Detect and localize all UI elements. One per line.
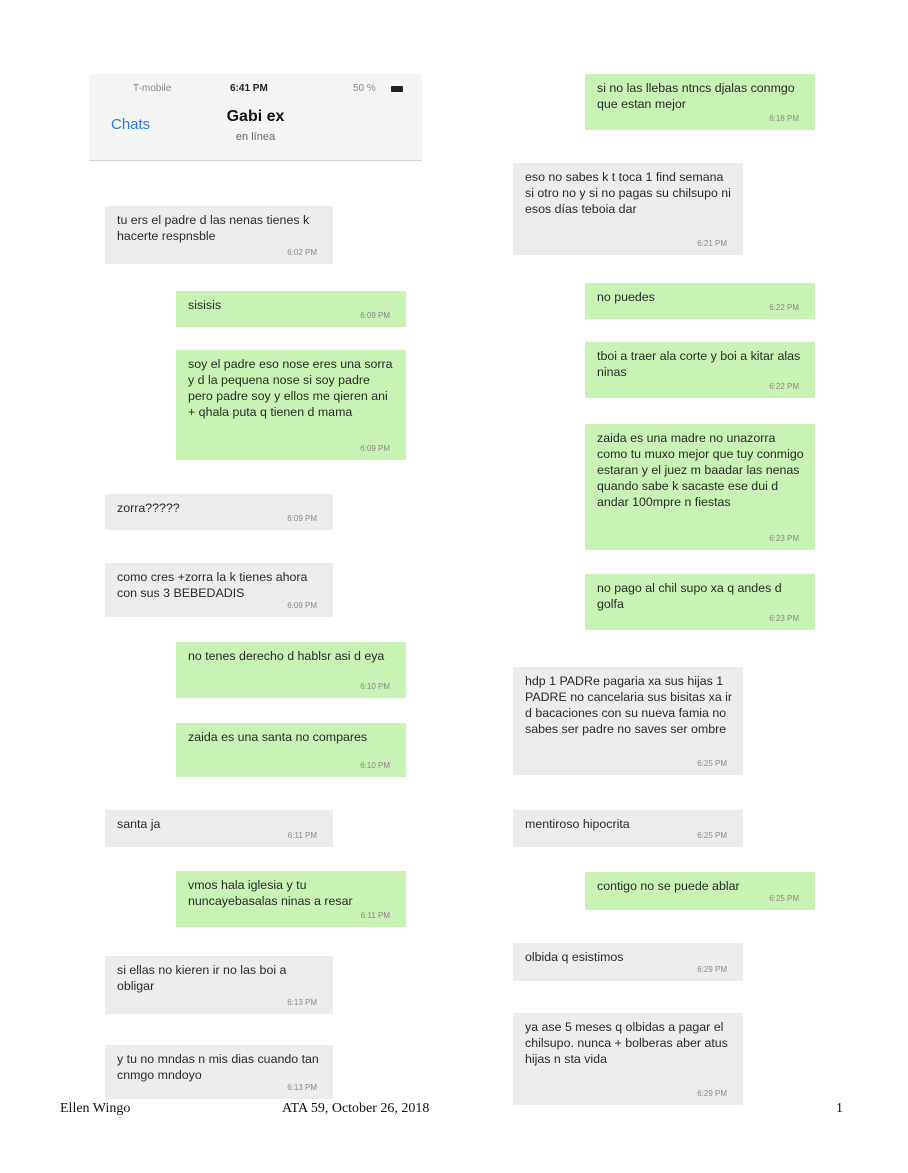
message-bubble-outgoing[interactable] [176, 291, 406, 327]
message-bubble-incoming[interactable] [105, 494, 333, 530]
footer-author: Ellen Wingo [60, 1101, 131, 1116]
message-bubble-incoming[interactable] [513, 810, 743, 847]
message-text: zaida es una santa no compares [188, 730, 368, 744]
message-bubble-incoming[interactable] [105, 206, 333, 264]
chat-header [89, 74, 422, 161]
message-time: 6:02 PM [287, 248, 317, 257]
message-text: si no las llebas ntncs djalas conmgo que estan mejor [597, 81, 795, 111]
message-text: tu ers el padre d las nenas tienes k hacerte respnsble [117, 213, 310, 243]
message-time: 6:18 PM [769, 114, 799, 123]
message-bubble-outgoing[interactable] [585, 574, 815, 630]
message-text: zaida es una madre no unazorra como tu muxo mejor que tuy conmigo estaran y el juez m baadar las nenas quando sabe k sacaste ese dui d andar 100mpre n fiestas [597, 431, 804, 509]
message-text: tboi a traer ala corte y boi a kitar alas ninas [597, 349, 801, 379]
message-time: 6:23 PM [769, 614, 799, 623]
message-bubble-incoming[interactable] [513, 163, 743, 255]
message-bubble-incoming[interactable] [513, 667, 743, 775]
message-bubble-outgoing[interactable] [176, 350, 406, 460]
message-time: 6:13 PM [287, 1083, 317, 1092]
message-time: 6:09 PM [287, 601, 317, 610]
message-time: 6:29 PM [697, 1089, 727, 1098]
message-bubble-incoming[interactable] [105, 1045, 333, 1099]
message-bubble-outgoing[interactable] [176, 871, 406, 927]
message-bubble-incoming[interactable] [105, 810, 333, 847]
message-time: 6:10 PM [360, 761, 390, 770]
message-bubble-outgoing[interactable] [585, 342, 815, 398]
message-bubble-incoming[interactable] [513, 1013, 743, 1105]
message-bubble-outgoing[interactable] [176, 642, 406, 698]
message-text: vmos hala iglesia y tu nuncayebasalas ninas a resar [188, 878, 353, 908]
message-bubble-outgoing[interactable] [585, 424, 815, 550]
footer-page-number: 1 [836, 1101, 843, 1116]
message-text: como cres +zorra la k tienes ahora con sus 3 BEBEDADIS [117, 570, 308, 600]
message-time: 6:21 PM [697, 239, 727, 248]
message-text: y tu no mndas n mis dias cuando tan cnmgo mndoyo [117, 1052, 319, 1082]
message-text: no tenes derecho d hablsr asi d eya [188, 649, 385, 663]
back-to-chats-button[interactable]: Chats [111, 116, 151, 133]
message-time: 6:09 PM [287, 514, 317, 523]
message-time: 6:25 PM [769, 894, 799, 903]
battery-icon [391, 86, 403, 92]
message-time: 6:25 PM [697, 759, 727, 768]
message-text: ya ase 5 meses q olbidas a pagar el chilsupo. nunca + bolberas aber atus hijas n sta vida [525, 1020, 728, 1066]
message-bubble-outgoing[interactable] [176, 723, 406, 777]
message-text: santa ja [117, 817, 161, 831]
message-time: 6:23 PM [769, 534, 799, 543]
contact-status: en línea [235, 131, 276, 143]
message-time: 6:13 PM [287, 998, 317, 1007]
message-text: olbida q esistimos [525, 950, 624, 964]
message-text: contigo no se puede ablar [597, 879, 740, 893]
status-time: 6:41 PM [230, 83, 268, 94]
message-text: hdp 1 PADRe pagaria xa sus hijas 1 PADRE no cancelaria sus bisitas xa ir d bacaciones con su nueva famia no sabes ser padre no saves ser ombre [525, 674, 733, 736]
message-time: 6:10 PM [360, 682, 390, 691]
message-text: eso no sabes k t toca 1 find semana si otro no y si no pagas su chilsupo ni esos días teboia dar [525, 170, 731, 216]
message-text: mentiroso hipocrita [525, 817, 630, 831]
message-time: 6:11 PM [287, 831, 317, 840]
footer-exhibit-date: ATA 59, October 26, 2018 [282, 1101, 430, 1116]
message-text: sisisis [188, 298, 222, 312]
message-text: zorra????? [117, 501, 180, 515]
message-bubble-outgoing[interactable] [585, 283, 815, 319]
message-time: 6:29 PM [697, 965, 727, 974]
message-bubble-incoming[interactable] [513, 943, 743, 981]
message-text: no pago al chil supo xa q andes d golfa [597, 581, 782, 611]
message-bubble-outgoing[interactable] [585, 74, 815, 130]
message-time: 6:25 PM [697, 831, 727, 840]
message-time: 6:22 PM [769, 382, 799, 391]
message-time: 6:09 PM [360, 311, 390, 320]
message-bubble-outgoing[interactable] [585, 872, 815, 910]
message-time: 6:11 PM [360, 911, 390, 920]
message-time: 6:22 PM [769, 303, 799, 312]
message-text: soy el padre eso nose eres una sorra y d la pequena nose si soy padre pero padre soy y ellos me qieren ani + qhala puta q tienen d mama [188, 357, 393, 419]
message-text: si ellas no kieren ir no las boi a obligar [117, 963, 287, 993]
carrier-label: T-mobile [133, 83, 172, 94]
message-text: no puedes [597, 290, 655, 304]
message-bubble-incoming[interactable] [105, 956, 333, 1014]
message-bubble-incoming[interactable] [105, 563, 333, 617]
message-time: 6:09 PM [360, 444, 390, 453]
battery-percent: 50 % [353, 83, 376, 94]
contact-name[interactable]: Gabi ex [226, 108, 285, 125]
